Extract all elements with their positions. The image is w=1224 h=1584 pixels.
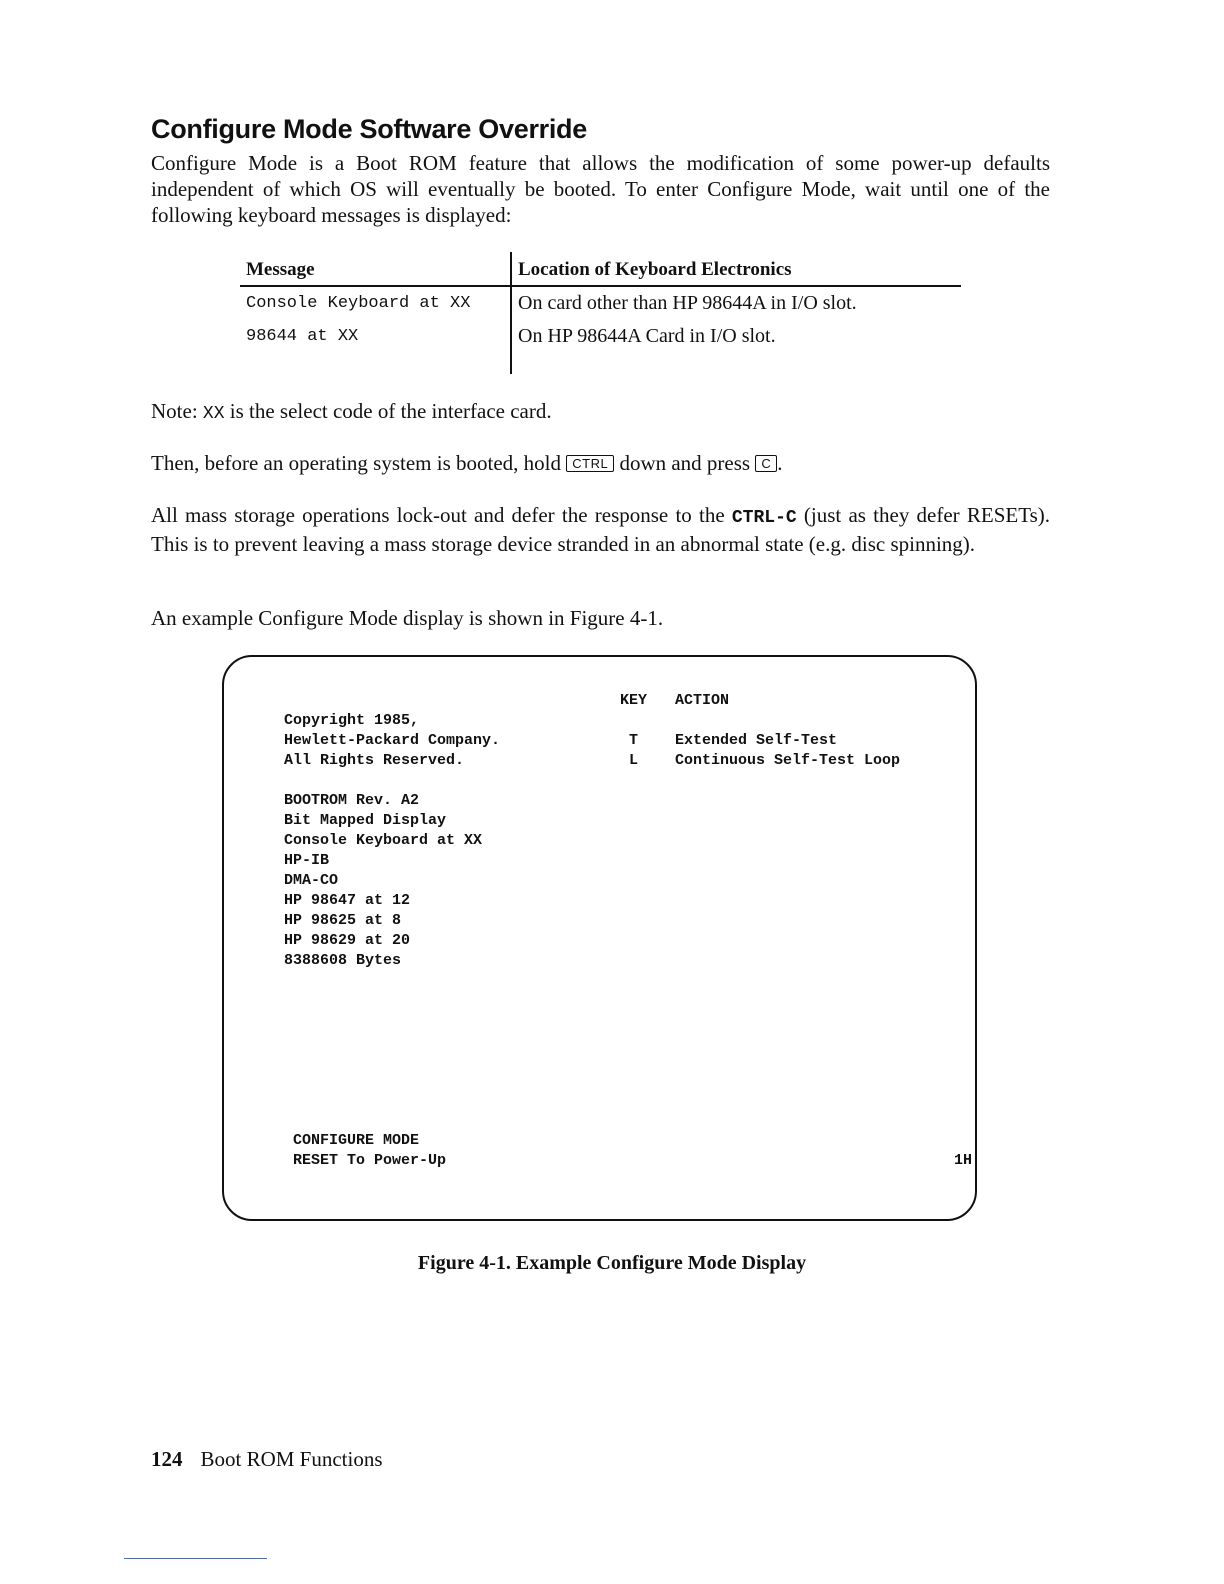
screen-key-t: T — [629, 732, 639, 749]
screen-config-line: HP 98629 at 20 — [284, 932, 411, 949]
note-suffix: is the select code of the interface card. — [224, 399, 552, 423]
figure-caption: Figure 4-1. Example Configure Mode Display — [417, 1252, 807, 1274]
table-cell-location: On card other than HP 98644A in I/O slot. — [518, 292, 857, 314]
screen-corner-code: 1H — [954, 1152, 973, 1169]
screen-config-line: Console Keyboard at XX — [284, 832, 483, 849]
screen-action-loop: Continuous Self-Test Loop — [675, 752, 901, 769]
page-footer — [151, 1447, 383, 1472]
screen-key-l: L — [629, 752, 639, 769]
table-cell-location: On HP 98644A Card in I/O slot. — [518, 325, 776, 347]
ctrl-key-glyph: CTRL — [566, 455, 614, 472]
screen-copyright-line: Hewlett-Packard Company. — [284, 732, 501, 749]
note-code: XX — [202, 404, 225, 424]
screen-reset-line: RESET To Power-Up — [293, 1152, 447, 1169]
lockout-paragraph — [151, 502, 1050, 557]
example-paragraph: An example Configure Mode display is shown in Figure 4-1. — [151, 606, 664, 630]
screen-mode-line: CONFIGURE MODE — [293, 1132, 420, 1149]
c-key-glyph: C — [755, 455, 777, 472]
screen-copyright-line: Copyright 1985, — [284, 712, 420, 729]
table-header-location: Location of Keyboard Electronics — [518, 259, 792, 280]
configure-mode-screen — [222, 655, 977, 1221]
table-cell-message: Console Keyboard at XX — [246, 294, 471, 313]
then-text-3: . — [777, 451, 783, 475]
screen-config-line: DMA-CO — [284, 872, 339, 889]
note-prefix: Note: — [151, 399, 203, 423]
screen-config-line: HP 98625 at 8 — [284, 912, 402, 929]
section-heading: Configure Mode Software Override — [151, 114, 587, 144]
screen-config-line: BOOTROM Rev. A2 — [284, 792, 420, 809]
screen-key-header: KEY — [620, 692, 648, 709]
screen-config-line: Bit Mapped Display — [284, 812, 447, 829]
screen-action-header: ACTION — [675, 692, 730, 709]
keyboard-message-table — [240, 252, 961, 374]
lockout-code: CTRL-C — [731, 508, 797, 528]
then-text-1: Then, before an operating system is booted, hold — [151, 451, 567, 475]
intro-paragraph: Configure Mode is a Boot ROM feature that allows the modification of some power-up defaults independent of which OS will eventually be booted. To enter Configure Mode, wait until one of the following keyboard messages is displayed: — [151, 151, 1050, 227]
then-text-2: down and press — [614, 451, 756, 475]
table-cell-message: 98644 at XX — [246, 327, 359, 346]
lockout-text-1: All mass storage operations lock-out and defer the response to the — [151, 503, 732, 527]
then-paragraph — [151, 450, 1050, 476]
table-column-divider — [510, 252, 512, 374]
screen-config-line: HP 98647 at 12 — [284, 892, 411, 909]
footer-section: Boot ROM Functions — [200, 1447, 383, 1471]
page-number: 124 — [151, 1447, 183, 1471]
lockout-text-2: (just as they defer RESETs). This is to prevent leaving a mass storage device stranded in an abnormal state (e.g. disc spinning). — [151, 503, 1050, 556]
table-header-rule — [240, 285, 961, 287]
screen-action-self-test: Extended Self-Test — [675, 732, 838, 749]
screen-config-line: 8388608 Bytes — [284, 952, 402, 969]
screen-config-line: HP-IB — [284, 852, 330, 869]
table-header-message: Message — [246, 259, 315, 280]
note-paragraph — [151, 398, 1050, 427]
footer-rule — [124, 1558, 267, 1559]
screen-copyright-line: All Rights Reserved. — [284, 752, 465, 769]
